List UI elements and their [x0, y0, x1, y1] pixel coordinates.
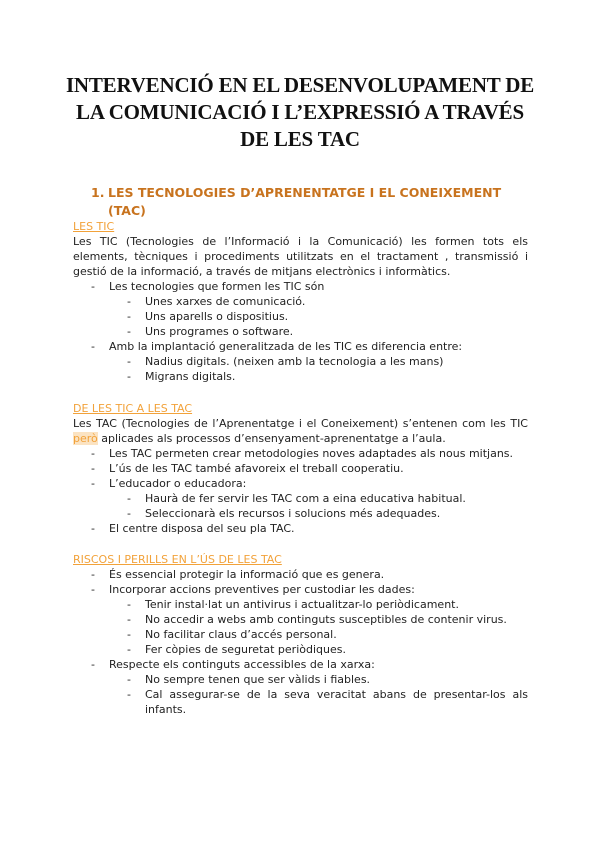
- dash: -: [127, 673, 131, 686]
- dash: -: [127, 628, 131, 641]
- dash: -: [91, 522, 95, 535]
- list-item: - L’educador o educadora:: [91, 477, 247, 490]
- section-number: 1.: [91, 185, 105, 200]
- dash: -: [91, 477, 95, 490]
- dash: -: [91, 658, 95, 671]
- dash: -: [91, 583, 95, 596]
- tic-section: [73, 219, 528, 384]
- list-item: - Uns aparells o dispositius.: [127, 310, 289, 323]
- dash: -: [127, 370, 131, 383]
- risks-subheading: RISCOS I PERILLS EN L’ÚS DE LES TAC: [73, 553, 282, 566]
- dash: -: [91, 447, 95, 460]
- list-item: - Haurà de fer servir les TAC com a eina educativa habitual.: [127, 492, 466, 505]
- dash: -: [127, 598, 131, 611]
- dash: -: [127, 295, 131, 308]
- dash: -: [91, 340, 95, 353]
- dash: -: [127, 355, 131, 368]
- tic-subheading: LES TIC: [73, 220, 115, 233]
- dash: -: [127, 613, 131, 626]
- section-heading-text: LES TECNOLOGIES D’APRENENTATGE I EL CONEIXEMENT (TAC): [108, 185, 502, 218]
- tac-subheading: DE LES TIC A LES TAC: [73, 402, 193, 415]
- dash: -: [127, 325, 131, 338]
- list-item: - Fer còpies de seguretat periòdiques.: [127, 643, 346, 656]
- dash: -: [91, 568, 95, 581]
- dash: -: [127, 507, 131, 520]
- list-item: - Cal assegurar-se de la seva veracitat abans de presentar-los als infants.: [127, 688, 528, 716]
- highlighted-word: però: [73, 432, 98, 445]
- list-item: - Seleccionarà els recursos i solucions més adequades.: [127, 507, 441, 520]
- list-item: - Incorporar accions preventives per custodiar les dades:: [91, 583, 415, 596]
- dash: -: [127, 688, 131, 701]
- list-item: - Les TAC permeten crear metodologies noves adaptades als nous mitjans.: [91, 447, 514, 460]
- dash: -: [91, 462, 95, 475]
- list-item: - No accedir a webs amb continguts susceptibles de contenir virus.: [127, 613, 507, 626]
- list-item: - Amb la implantació generalitzada de les TIC es diferencia entre:: [91, 340, 463, 353]
- tic-paragraph: Les TIC (Tecnologies de l’Informació i la Comunicació) les formen tots els elements, tècniques i procediments utilitzats en el tractament , transmissió i gestió de la informació, a través de mitjans electrònics i informàtics.: [73, 235, 528, 278]
- list-item: - L’ús de les TAC també afavoreix el treball cooperatiu.: [91, 462, 404, 475]
- tac-section: [73, 401, 528, 536]
- dash: -: [91, 280, 95, 293]
- list-item: - Respecte els continguts accessibles de la xarxa:: [91, 658, 375, 671]
- list-item: - Unes xarxes de comunicació.: [127, 295, 306, 308]
- section-heading: [91, 184, 531, 220]
- list-item: - No sempre tenen que ser vàlids i fiables.: [127, 673, 371, 686]
- dash: -: [127, 643, 131, 656]
- list-item: - Migrans digitals.: [127, 370, 236, 383]
- tac-paragraph: Les TAC (Tecnologies de l’Aprenentatge i el Coneixement) s’entenen com les TIC però aplicades als processos d’ensenyament-aprenentatge a l’aula.: [73, 417, 528, 445]
- page-title: INTERVENCIÓ EN EL DESENVOLUPAMENT DE LA COMUNICACIÓ I L’EXPRESSIÓ A TRAVÉS DE LES TAC: [65, 73, 535, 151]
- list-item: - No facilitar claus d’accés personal.: [127, 628, 337, 641]
- list-item: - Les tecnologies que formen les TIC són: [91, 280, 325, 293]
- list-item: - El centre disposa del seu pla TAC.: [91, 522, 295, 535]
- dash: -: [127, 492, 131, 505]
- list-item: - Uns programes o software.: [127, 325, 294, 338]
- dash: -: [127, 310, 131, 323]
- list-item: - Tenir instal·lat un antivirus i actualitzar-lo periòdicament.: [127, 598, 459, 611]
- list-item: - És essencial protegir la informació que es genera.: [91, 568, 385, 581]
- list-item: - Nadius digitals. (neixen amb la tecnologia a les mans): [127, 355, 444, 368]
- risks-section: [73, 552, 528, 717]
